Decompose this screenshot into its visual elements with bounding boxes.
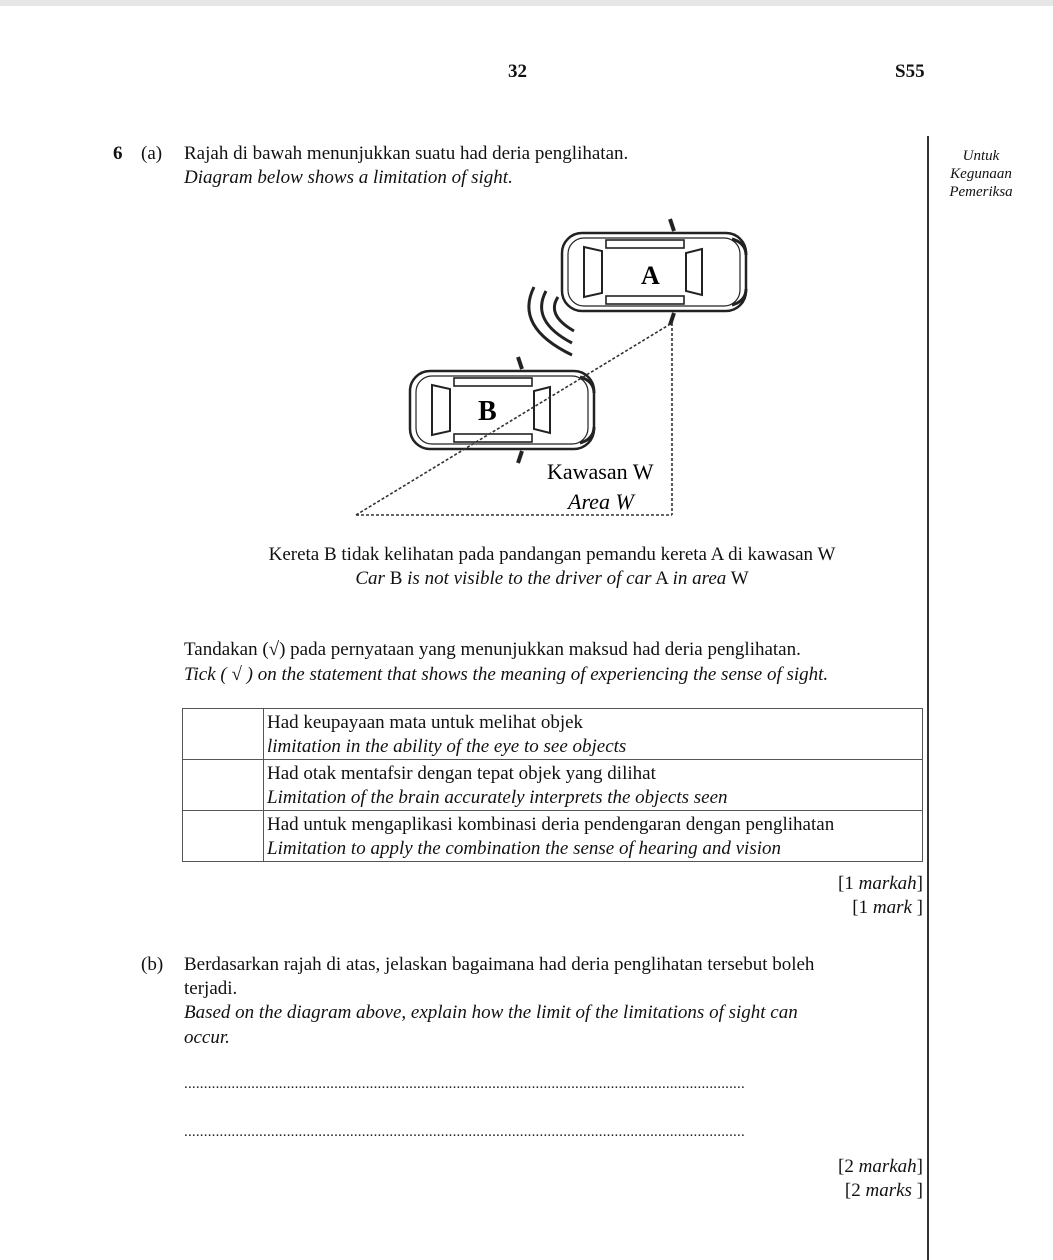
caption-en [184,567,920,591]
margin-note-line-2: Kegunaan [950,166,1012,182]
option-text-en: Limitation of the brain accurately interprets the objects seen [267,787,728,808]
top-border [0,0,1053,6]
caption-en-part-1: Car [355,568,385,589]
marks-word: markah [858,1156,917,1177]
part-b-text-en-line-1: Based on the diagram above, explain how the limit of the limitations of sight can [184,1002,798,1023]
car-b-label: B [478,396,497,427]
part-a-text-en: Diagram below shows a limitation of sight. [184,167,513,188]
instruction-ms: Tandakan (√) pada pernyataan yang menunjukkan maksud had deria penglihatan. [184,639,801,660]
marks-word: mark [872,897,912,918]
option-statement [264,760,923,811]
blind-spot-diagram [350,205,760,525]
caption-en-part-3: is not visible to the driver of car [407,568,652,589]
area-label-en: Area W [568,489,634,514]
table-row [183,709,923,760]
option-text-en: limitation in the ability of the eye to see objects [267,736,627,757]
marks-open: [2 [844,1180,866,1201]
examiner-use-note [940,147,1022,201]
answer-line[interactable]: .............................................................................................................................................. [184,1076,745,1092]
question-number: 6 [113,143,123,164]
area-label-ms: Kawasan W [547,459,654,484]
marks-close: ] [916,873,923,894]
part-b-text-ms-line-2: terjadi. [184,978,238,999]
option-statement [264,709,923,760]
caption-en-part-6: W [730,568,749,589]
marks-open: [2 [838,1156,859,1177]
option-text-ms: Had untuk mengaplikasi kombinasi deria pendengaran dengan penglihatan [267,814,835,835]
marks-a-en [852,896,923,920]
marks-close: ] [911,1180,923,1201]
tick-box[interactable] [183,709,264,760]
option-text-ms: Had keupayaan mata untuk melihat objek [267,712,584,733]
marks-open: [1 [852,897,873,918]
caption-en-part-2: B [389,568,403,589]
car-b-icon [410,357,594,463]
caption-en-part-4: A [655,568,668,589]
page-number: 32 [508,61,527,82]
part-a-text-ms: Rajah di bawah menunjukkan suatu had deria penglihatan. [184,143,629,164]
tick-box[interactable] [183,760,264,811]
part-b-text-ms-line-1: Berdasarkan rajah di atas, jelaskan bagaimana had deria penglihatan tersebut boleh [184,954,815,975]
tick-box[interactable] [183,811,264,862]
caption-ms: Kereta B tidak kelihatan pada pandangan pemandu kereta A di kawasan W [268,544,836,565]
table-row [183,760,923,811]
option-text-en: Limitation to apply the combination the sense of hearing and vision [267,838,782,859]
part-b-text-en-line-2: occur. [184,1027,230,1048]
answer-line[interactable]: .............................................................................................................................................. [184,1124,745,1140]
option-text-ms: Had otak mentafsir dengan tepat objek yang dilihat [267,763,656,784]
marks-b-ms [838,1155,923,1179]
margin-note-line-1: Untuk [962,148,1000,164]
table-row [183,811,923,862]
car-a-label: A [641,261,660,290]
options-table [182,708,923,862]
part-a-label: (a) [141,143,163,164]
option-statement [264,811,923,862]
marks-open: [1 [838,873,859,894]
instruction-en: Tick ( √ ) on the statement that shows the meaning of experiencing the sense of sight. [184,664,829,685]
paper-code: S55 [895,61,925,82]
marks-a-ms [838,872,923,896]
marks-word: marks [865,1180,912,1201]
margin-note-line-3: Pemeriksa [949,184,1013,200]
marks-close: ] [916,1156,923,1177]
margin-divider [927,136,929,1260]
part-b-label: (b) [141,954,164,975]
marks-close: ] [911,897,923,918]
marks-word: markah [858,873,917,894]
marks-b-en [845,1179,923,1203]
caption-en-part-5: in area [672,568,727,589]
